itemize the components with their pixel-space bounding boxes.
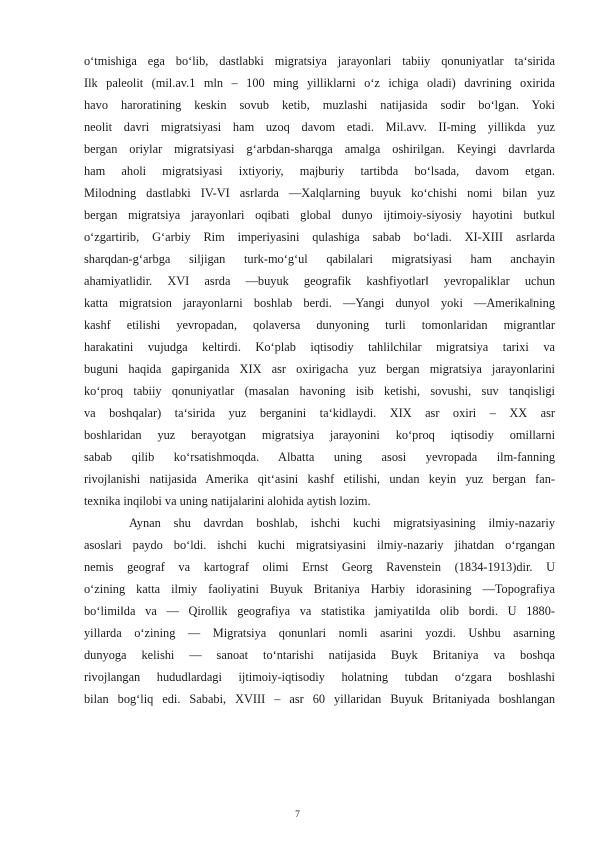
text-line: rivojlangan hududlardagi ijtimoiy-iqtisodiy holatning tubdan o‘zgara boshlashi (84, 670, 555, 684)
text-line: Aynan shu davrdan boshlab, ishchi kuchi migratsiyasining ilmiy-nazariy (129, 516, 555, 530)
text-line: o‘zgartirib, G‘arbiy Rim imperiyasini qulashiga sabab bo‘ladi. XI-XIII asrlarda (84, 230, 555, 244)
text-line: texnika inqilobi va uning natijalarini alohida aytish lozim. (84, 494, 371, 508)
paragraph-2 (84, 512, 555, 710)
text-line: katta migratsion jarayonlarni boshlab berdi. ―Yangi dunyo‖ yoki ―Amerika‖ning (84, 296, 555, 310)
text-line: bergan oriylar migratsiyasi g‘arbdan-sharqga amalga oshirilgan. Keyingi davrlarda (84, 142, 555, 156)
text-line: ko‘proq tabiiy qonuniyatlar (masalan havoning isib ketishi, sovushi, suv tanqisligi (84, 384, 555, 398)
text-line: buguni haqida gapirganida XIX asr oxirigacha yuz bergan migratsiya jarayonlarini (84, 362, 555, 376)
text-line: neolit davri migratsiyasi ham uzoq davom etadi. Mil.avv. II-ming yillikda yuz (84, 120, 555, 134)
text-line: bilan bog‘liq edi. Sababi, XVIII – asr 60 yillaridan Buyuk Britaniyada boshlangan (84, 692, 555, 706)
text-line: ahamiyatlidir. XVI asrda ―buyuk geografik kashfiyotlar‖ yevropaliklar uchun (84, 274, 555, 288)
text-line: bergan migratsiya jarayonlari oqibati global dunyo ijtimoiy-siyosiy hayotini butkul (84, 208, 555, 222)
text-line: yillarda o‘zining ― Migratsiya qonunlari nomli asarini yozdi. Ushbu asarning (84, 626, 555, 640)
text-line: havo haroratining keskin sovub ketib, muzlashi natijasida sodir bo‘lgan. Yoki (84, 98, 555, 112)
text-line: sharqdan-g‘arbga siljigan turk-mo‘g‘ul qabilalari migratsiyasi ham anchayin (84, 252, 555, 266)
document-page (84, 50, 555, 710)
text-line: boshlaridan yuz berayotgan migratsiya jarayonini ko‘proq iqtisodiy omillarni (84, 428, 555, 442)
text-line: Milodning dastlabki IV-VI asrlarda ―Xalqlarning buyuk ko‘chishi nomi bilan yuz (84, 186, 555, 200)
paragraph-1 (84, 50, 555, 512)
text-line: ham aholi migratsiyasi ixtiyoriy, majburiy tartibda bo‘lsada, davom etgan. (84, 164, 555, 178)
text-line: o‘tmishiga ega bo‘lib, dastlabki migratsiya jarayonlari tabiiy qonuniyatlar ta‘sirida (84, 54, 555, 68)
text-line: o‘zining katta ilmiy faoliyatini Buyuk Britaniya Harbiy idorasining ―Topografiya (84, 582, 555, 596)
text-line: Ilk paleolit (mil.av.1 mln – 100 ming yilliklarni o‘z ichiga oladi) davrining oxirida (84, 76, 555, 90)
text-line: nemis geograf va kartograf olimi Ernst Georg Ravenstein (1834-1913)dir. U (84, 560, 555, 574)
page-number: 7 (295, 810, 300, 820)
text-line: rivojlanishi natijasida Amerika qit‘asini kashf etilishi, undan keyin yuz bergan fan- (84, 472, 555, 486)
text-line: asoslari paydo bo‘ldi. ishchi kuchi migratsiyasini ilmiy-nazariy jihatdan o‘rgangan (84, 538, 555, 552)
text-line: sabab qilib ko‘rsatishmoqda. Albatta uning asosi yevropada ilm-fanning (84, 450, 555, 464)
text-line: dunyoga kelishi ― sanoat to‘ntarishi natijasida Buyk Britaniya va boshqa (84, 648, 555, 662)
text-line: bo‘limi‖da va ― Qirollik geografiya va statistika jamiyati‖da olib bordi. U 1880- (84, 604, 555, 618)
text-line: kashf etilishi yevropadan, qolaversa dunyoning turli tomonlaridan migrantlar (84, 318, 555, 332)
text-line: harakatini vujudga keltirdi. Ko‘plab iqtisodiy tahlilchilar migratsiya tarixi va (84, 340, 555, 354)
text-line: va boshqalar) ta‘sirida yuz berganini ta‘kidlaydi. XIX asr oxiri – XX asr (84, 406, 555, 420)
